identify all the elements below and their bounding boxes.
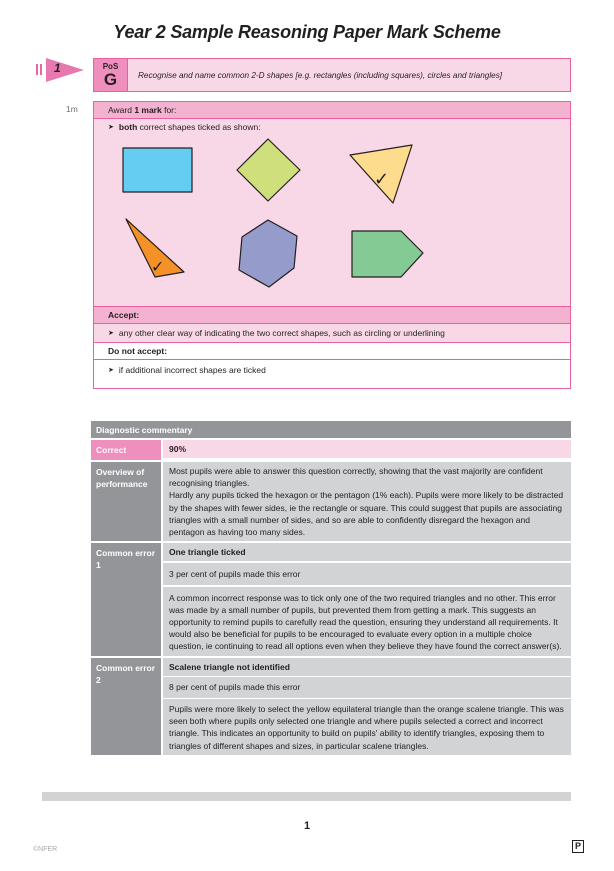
correct-value: 90% (163, 440, 571, 458)
criterion-text: correct shapes ticked as shown: (137, 122, 261, 132)
common-error-2-label: Common error 2 (91, 658, 161, 755)
accept-heading (94, 307, 570, 324)
pentagon-shape (352, 231, 423, 277)
criterion-bold: both (118, 122, 138, 132)
common-error-1-row (91, 543, 571, 655)
overview-paragraph-2: Hardly any pupils ticked the hexagon or the pentagon (1% each). Pupils were more likely to be distracted by the shapes with fewer sides, ie the rectangle or square. This could suggest that pupils are associating triangles with a small number of sides, and so are able to confidently disregard the hexagon and pentagon as having too many sides. (169, 490, 564, 538)
pos-label: PoS (102, 62, 119, 71)
correct-label: Correct (91, 440, 161, 460)
tick-icon-scalene: ✓ (151, 257, 165, 276)
shapes-figure (94, 135, 569, 307)
paper-p-icon: P (572, 840, 584, 853)
tick-icon-equilateral: ✓ (374, 169, 390, 190)
correct-row (91, 440, 571, 460)
overview-label: Overview of performance (91, 462, 161, 541)
page-title: Year 2 Sample Reasoning Paper Mark Scheme (113, 22, 501, 42)
bullet-arrow-icon: ➤ (108, 124, 114, 131)
common-error-2-row (91, 658, 571, 755)
mark-value: 1m (66, 104, 78, 114)
accept-text: any other clear way of indicating the two correct shapes, such as circling or underlining (118, 328, 445, 338)
common-error-2-percent: 8 per cent of pupils made this error (163, 677, 571, 697)
shapes-area (94, 135, 570, 307)
hexagon-shape (239, 220, 297, 287)
criterion-row (94, 119, 570, 135)
diagnostic-heading: Diagnostic commentary (91, 421, 571, 438)
award-prefix: Award (108, 105, 135, 115)
question-marker-bars (36, 64, 44, 75)
copyright: ©NFER (33, 846, 58, 853)
objective-text: Recognise and name common 2-D shapes [e.g. rectangles (including squares), circles and triangles] (138, 70, 503, 80)
common-error-1-percent: 3 per cent of pupils made this error (163, 563, 571, 585)
question-number: 1 (54, 61, 61, 75)
accept-heading-text: Accept: (108, 310, 140, 320)
overview-paragraph-1: Most pupils were able to answer this question correctly, showing that the vast majority are confident recognising triangles. (169, 466, 543, 489)
award-suffix: for: (161, 105, 177, 115)
award-heading (94, 102, 570, 119)
mark-scheme-box (93, 101, 571, 389)
common-error-1-title: One triangle ticked (163, 543, 571, 561)
reject-row (94, 360, 570, 380)
bullet-arrow-icon: ➤ (108, 367, 114, 374)
common-error-2-commentary: Pupils were more likely to select the yellow equilateral triangle than the orange scalene triangle. This was seen both where pupils only selected one triangle and where pupils selected a correct and incorrect triangle. This indicates an opportunity to build on pupils' ability to identify triangles, exposing them to triangles of different shapes and sizes, in particular scalene triangles. (163, 699, 571, 755)
common-error-2-title: Scalene triangle not identified (163, 658, 571, 676)
page-number: 1 (303, 820, 311, 832)
reject-heading-text: Do not accept: (108, 346, 168, 356)
overview-text (163, 462, 571, 541)
reject-text: if additional incorrect shapes are ticked (118, 365, 266, 375)
square-shape (237, 139, 300, 201)
reject-heading (94, 343, 570, 360)
accept-row (94, 324, 570, 343)
award-mark: 1 mark (134, 105, 162, 115)
bullet-arrow-icon: ➤ (108, 330, 114, 337)
rectangle-shape (123, 148, 192, 192)
common-error-1-commentary: A common incorrect response was to tick only one of the two required triangles and no other. This error was made by a small number of pupils, but prevented them from getting a mark. This suggests an opportunity to remind pupils to carefully read the question, ensuring they understand all requirements. It would also be beneficial for pupils to be encouraged to evaluate every option in a multiple choice question, ie continuing to read all options even when they believe they have found the correct answer(s). (163, 587, 571, 656)
overview-row (91, 462, 571, 541)
diagnostic-commentary (91, 421, 571, 755)
question-arrow-icon (46, 58, 84, 82)
footer-divider (42, 792, 571, 801)
pos-header (93, 58, 571, 92)
pos-letter: G (103, 70, 118, 89)
common-error-1-label: Common error 1 (91, 543, 161, 655)
pos-badge (94, 59, 128, 91)
